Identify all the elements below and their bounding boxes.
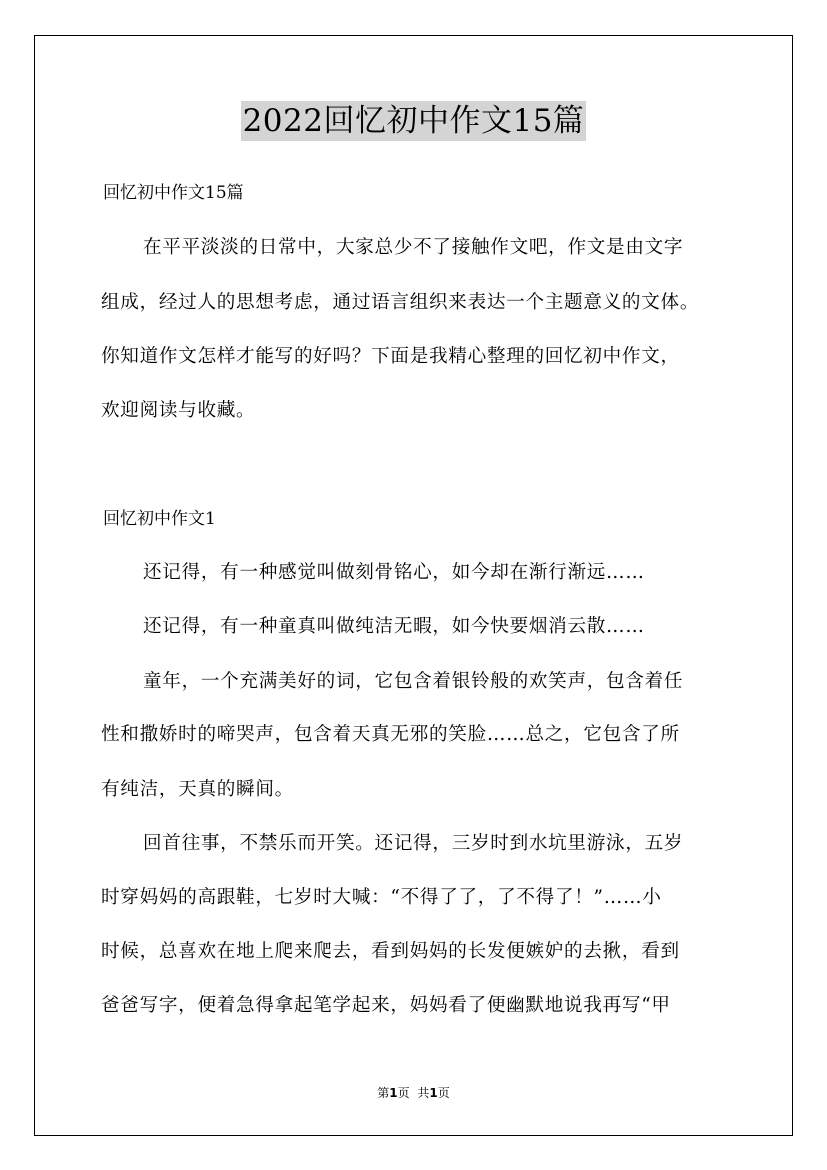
footer-page-number: 1 <box>389 1086 398 1100</box>
section1-line-1: 还记得，有一种感觉叫做刻骨铭心，如今却在渐行渐远…… <box>143 562 645 583</box>
intro-heading: 回忆初中作文15篇 <box>103 183 244 203</box>
section1-line-9: 爸爸写字，便着急得拿起笔学起来，妈妈看了便幽默地说我再写“甲 <box>101 995 671 1016</box>
section1-line-5: 有纯洁，天真的瞬间。 <box>101 779 294 800</box>
footer-page-suffix: 页 <box>397 1086 410 1100</box>
section1-line-2: 还记得，有一种童真叫做纯洁无暇，如今快要烟消云散…… <box>143 616 645 637</box>
section1-line-6: 回首往事，不禁乐而开笑。还记得，三岁时到水坑里游泳，五岁 <box>143 833 684 854</box>
footer-total-number: 1 <box>429 1086 438 1100</box>
footer-total-prefix: 共 <box>417 1086 430 1100</box>
footer-page-prefix: 第 <box>377 1086 390 1100</box>
intro-line-4: 欢迎阅读与收藏。 <box>101 400 256 421</box>
document-title: 2022回忆初中作文15篇 <box>242 103 585 139</box>
section1-line-4: 性和撒娇时的啼哭声，包含着天真无邪的笑脸……总之，它包含了所 <box>101 724 680 745</box>
section1-line-7: 时穿妈妈的高跟鞋，七岁时大喊：“不得了了，了不得了！”……小 <box>101 887 662 908</box>
section1-line-8: 时候，总喜欢在地上爬来爬去，看到妈妈的长发便嫉妒的去揪，看到 <box>101 941 680 962</box>
intro-line-2: 组成，经过人的思想考虑，通过语言组织来表达一个主题意义的文体。 <box>101 292 700 313</box>
section1-heading: 回忆初中作文1 <box>103 509 216 529</box>
section1-line-3: 童年，一个充满美好的词，它包含着银铃般的欢笑声，包含着任 <box>143 671 684 692</box>
intro-line-3: 你知道作文怎样才能写的好吗？下面是我精心整理的回忆初中作文， <box>101 346 680 367</box>
intro-line-1: 在平平淡淡的日常中，大家总少不了接触作文吧，作文是由文字 <box>143 237 684 258</box>
footer-total-suffix: 页 <box>437 1086 450 1100</box>
page-footer <box>0 1085 827 1101</box>
title-container <box>0 101 827 141</box>
